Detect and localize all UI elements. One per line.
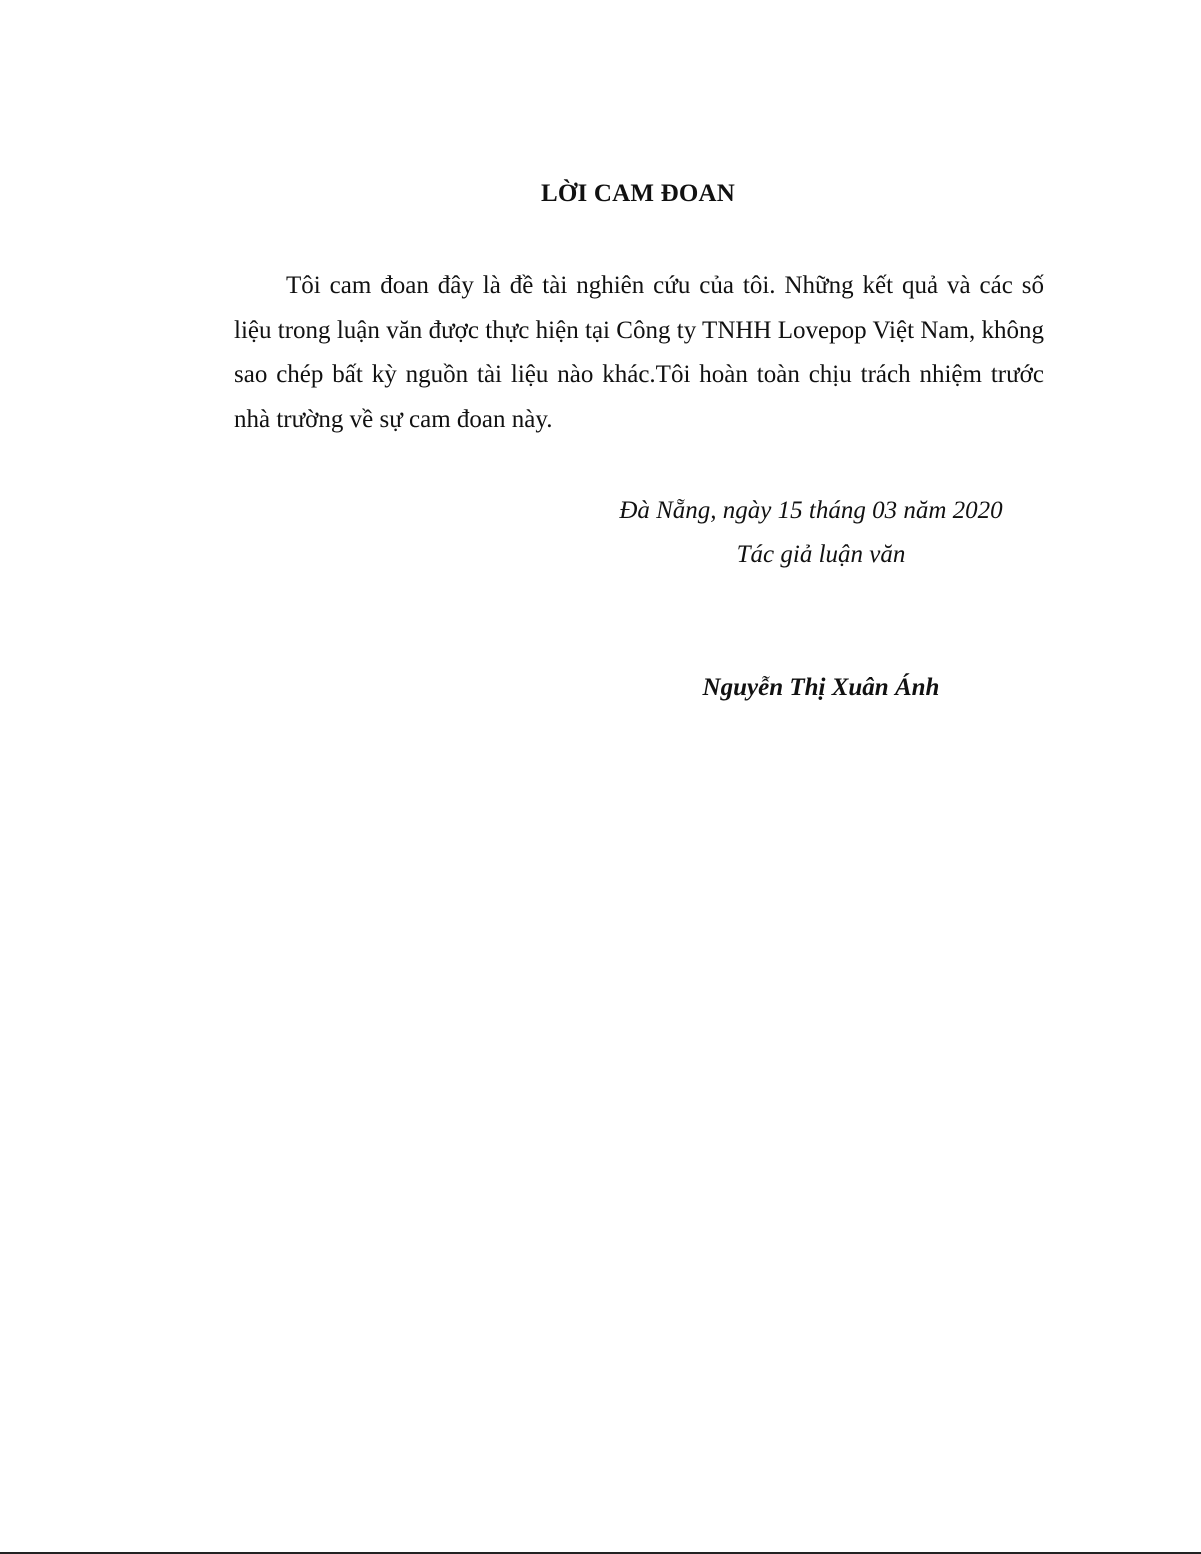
declaration-paragraph: Tôi cam đoan đây là đề tài nghiên cứu của tôi. Những kết quả và các số liệu trong luận văn được thực hiện tại Công ty TNHH Lovepop Việt Nam, không sao chép bất kỳ nguồn tài liệu nào khác.Tôi hoàn toàn chịu trách nhiệm trước nhà trường về sự cam đoan này.: [234, 272, 1044, 433]
place-date-line: Đà Nẵng, ngày 15 tháng 03 năm 2020: [619, 497, 1003, 524]
page-title: LỜI CAM ĐOAN: [540, 180, 736, 207]
author-name-signature: Nguyễn Thị Xuân Ánh: [702, 674, 940, 701]
author-role-line: Tác giả luận văn: [736, 541, 906, 568]
